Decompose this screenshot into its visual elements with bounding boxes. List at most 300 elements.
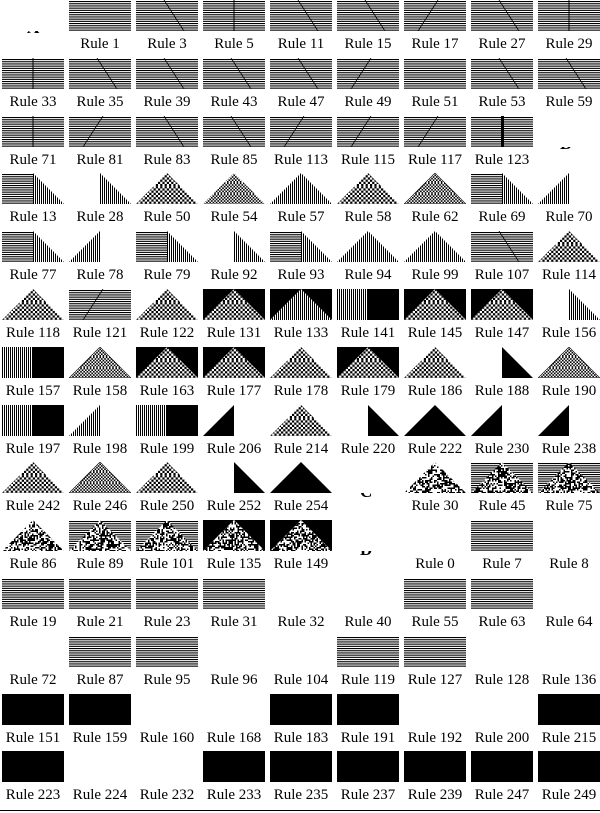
rule-cell [0,694,66,744]
rule-label: Rule 133 [273,325,329,341]
rule-cell [536,462,600,515]
rule-cell [134,58,200,108]
rule-pattern [69,58,131,89]
rule-cell [134,173,200,226]
rule-cell [469,462,535,515]
rule-cell [268,347,334,397]
rule-cell [268,0,334,50]
rule-cell [67,231,133,284]
rule-label: Rule 99 [411,267,459,284]
rule-pattern [337,347,399,378]
rule-label: Rule 190 [541,382,597,399]
rule-cell [402,116,468,166]
rule-cell [134,289,200,339]
rule-cell [536,751,600,804]
rule-cell [201,58,267,108]
rule-label: Rule 47 [277,93,325,110]
rule-label: Rule 81 [76,151,124,168]
rule-label: Rule 57 [277,209,325,226]
rule-cell [469,58,535,108]
rule-pattern [471,462,533,493]
rule-label: Rule 93 [277,267,325,284]
rule-label: Rule 107 [474,267,530,284]
rule-label: Rule 252 [206,498,262,515]
rule-label: Rule 224 [72,787,128,804]
rule-cell [0,405,66,455]
rule-cell [469,578,535,628]
rule-label: Rule 39 [143,93,191,110]
rule-pattern [538,578,600,609]
rule-cell [469,231,535,284]
rule-label: Rule 254 [273,498,329,515]
rule-pattern [69,694,131,725]
rule-label: Rule 33 [9,93,57,110]
rule-cell [201,173,267,226]
rule-label: Rule 232 [139,787,195,804]
rule-label: Rule 96 [210,671,258,688]
rule-label: Rule 77 [9,267,57,284]
rule-cell [268,520,334,573]
rule-pattern [69,520,131,551]
rule-label: Rule 92 [210,267,258,284]
rule-label: Rule 86 [9,556,57,573]
rule-cell [201,520,267,573]
rule-pattern [471,578,533,609]
rule-label: Rule 149 [273,556,329,573]
rule-pattern [136,694,198,725]
rule-pattern [337,58,399,89]
rule-label: Rule 45 [478,498,526,515]
rule-cell [0,231,66,284]
rule-label: Rule 136 [541,671,597,688]
rule-label: Rule 59 [545,93,593,110]
rule-pattern [404,231,466,262]
rule-pattern [69,751,131,782]
rule-label: Rule 179 [340,382,396,399]
rule-label: Rule 238 [541,440,597,457]
rule-pattern [136,289,198,320]
rule-pattern [203,751,265,782]
rule-cell [134,0,200,50]
rule-label: Rule 8 [549,556,589,573]
rule-label: Rule 235 [273,787,329,804]
rule-label: Rule 215 [541,729,597,746]
rule-pattern [471,0,533,31]
rule-cell [268,173,334,226]
rule-label: Rule 141 [340,325,396,341]
rule-cell [201,694,267,744]
rule-pattern [203,347,265,378]
rule-cell [402,578,468,628]
rule-label: Rule 3 [147,36,187,52]
rule-label: Rule 168 [206,729,262,746]
rule-label: Rule 237 [340,787,396,804]
rule-label: Rule 54 [210,209,258,226]
rule-cell [67,578,133,628]
rule-pattern [337,231,399,262]
rule-pattern [538,636,600,667]
rule-cell [201,636,267,686]
rule-pattern [538,58,600,89]
rule-pattern [538,520,600,551]
rule-cell [335,289,401,339]
rule-cell [335,751,401,804]
rule-pattern [69,0,131,31]
rule-label: Rule 104 [273,671,329,688]
rule-cell [134,751,200,804]
rule-cell [536,116,600,166]
rule-cell [0,520,66,573]
rule-pattern [69,462,131,493]
rule-cell [536,289,600,339]
rule-pattern [2,173,64,204]
rule-cell [201,231,267,284]
rule-label: Rule 160 [139,729,195,746]
rule-label: Rule 70 [545,209,593,226]
rule-pattern [404,0,466,31]
rule-label: Rule 246 [72,498,128,515]
rule-cell [134,405,200,455]
rule-pattern [203,116,265,147]
rule-cell [134,231,200,284]
rule-cell [0,751,66,804]
rule-label: Rule 220 [340,440,396,457]
rule-label: Rule 128 [474,671,530,688]
rule-label: Rule 250 [139,498,195,515]
rule-label: Rule 51 [411,93,459,110]
rule-label: Rule 117 [407,151,463,168]
rule-label: Rule 101 [139,556,195,573]
rule-label: Rule 72 [9,671,57,688]
rule-cell [469,289,535,339]
rule-pattern [69,116,131,147]
rule-pattern [404,694,466,725]
rule-pattern [136,58,198,89]
rule-pattern [136,520,198,551]
rule-cell [469,173,535,226]
rule-label: Rule 247 [474,787,530,804]
rule-cell [0,173,66,226]
rule-label: Rule 21 [76,614,124,630]
rule-cell [201,578,267,628]
rule-pattern [270,58,332,89]
rule-pattern [471,636,533,667]
rule-cell [134,520,200,573]
rule-label: Rule 0 [415,556,455,573]
rule-cell [67,636,133,686]
rule-pattern [2,231,64,262]
rule-label: Rule 177 [206,382,262,399]
rule-pattern [270,520,332,551]
rule-pattern [270,0,332,31]
rule-cell [268,751,334,804]
rule-cell [469,636,535,686]
rule-cell [469,0,535,50]
rule-pattern [203,0,265,31]
rule-cell [134,462,200,515]
rule-label: Rule 188 [474,382,530,399]
rule-cell [67,116,133,166]
rule-label: Rule 35 [76,93,124,110]
rule-cell [201,751,267,804]
rule-cell [402,636,468,686]
rule-pattern [2,58,64,89]
rule-cell [201,405,267,455]
rule-pattern [471,405,533,436]
rule-label: Rule 123 [474,151,530,168]
rule-cell [536,173,600,226]
rule-cell [201,347,267,397]
rule-cell [469,520,535,573]
rule-cell [134,347,200,397]
rule-label: Rule 1 [80,36,120,52]
rule-cell [536,694,600,744]
rule-label: Rule 87 [76,671,124,688]
rule-cell [335,694,401,744]
rule-pattern [203,289,265,320]
rule-pattern [337,0,399,31]
rule-pattern [2,751,64,782]
rule-label: Rule 71 [9,151,57,168]
rule-cell [402,347,468,397]
rule-label: Rule 85 [210,151,258,168]
rule-pattern [2,347,64,378]
rule-pattern [471,116,533,147]
rule-cell [469,116,535,166]
rule-pattern [136,751,198,782]
rule-pattern [471,347,533,378]
rule-cell [268,405,334,455]
rule-cell [0,578,66,628]
rule-label: Rule 23 [143,614,191,630]
rule-label: Rule 222 [407,440,463,457]
rule-cell [268,578,334,628]
rule-pattern [203,636,265,667]
rule-cell [402,0,468,50]
rule-cell [536,58,600,108]
rule-cell [335,116,401,166]
rule-label: Rule 58 [344,209,392,226]
rule-pattern [203,405,265,436]
rule-cell [268,116,334,166]
rule-label: Rule 197 [5,440,61,457]
rule-pattern [404,116,466,147]
rule-pattern [471,694,533,725]
rule-pattern [270,347,332,378]
rule-label: Rule 239 [407,787,463,804]
rule-pattern [270,694,332,725]
rule-cell [67,405,133,455]
rule-cell [536,231,600,284]
rule-pattern [471,58,533,89]
rule-pattern [69,231,131,262]
rule-pattern [203,520,265,551]
rule-pattern [69,636,131,667]
rule-cell [0,116,66,166]
rule-cell [134,636,200,686]
rule-pattern [203,231,265,262]
rule-label: Rule 186 [407,382,463,399]
rule-label: Rule 7 [482,556,522,573]
rule-pattern [270,751,332,782]
rule-cell [335,231,401,284]
rule-pattern [270,116,332,147]
rule-label: Rule 242 [5,498,61,515]
rule-cell [134,116,200,166]
rule-pattern [270,578,332,609]
rule-cell [0,289,66,339]
rule-pattern [337,405,399,436]
rule-cell [0,347,66,397]
bottom-divider [0,810,600,811]
rule-label: Rule 55 [411,614,459,630]
rule-pattern [404,578,466,609]
rule-label: Rule 145 [407,325,463,341]
rule-label: Rule 78 [76,267,124,284]
rule-label: Rule 62 [411,209,459,226]
rule-cell [469,694,535,744]
rule-pattern [270,231,332,262]
rule-label: Rule 64 [545,614,593,630]
rule-label: Rule 156 [541,325,597,341]
rule-label: Rule 75 [545,498,593,515]
rule-cell [67,462,133,515]
rule-label: Rule 198 [72,440,128,457]
rule-label: Rule 30 [411,498,459,515]
rule-cell [335,405,401,455]
rule-pattern [136,0,198,31]
rule-cell [335,347,401,397]
rule-cell [67,58,133,108]
rule-pattern [337,694,399,725]
rule-pattern [538,289,600,320]
rule-cell [0,636,66,686]
rule-pattern [270,636,332,667]
rule-label: Rule 131 [206,325,262,341]
rule-cell [402,520,468,573]
rule-pattern [203,173,265,204]
rule-pattern [404,289,466,320]
rule-cell [536,0,600,50]
rule-pattern [2,462,64,493]
rule-label: Rule 135 [206,556,262,573]
rule-cell [335,0,401,50]
rule-label: Rule 163 [139,382,195,399]
rule-label: Rule 115 [340,151,396,168]
rule-cell [67,694,133,744]
rule-label: Rule 94 [344,267,392,284]
rule-cell [268,462,334,515]
rule-label: Rule 5 [214,36,254,52]
rule-pattern [404,636,466,667]
rule-pattern [136,578,198,609]
rule-label: Rule 19 [9,614,57,630]
rule-pattern [270,289,332,320]
rule-pattern [337,520,399,551]
rule-pattern [136,173,198,204]
rule-pattern [136,231,198,262]
rule-pattern [136,636,198,667]
rule-cell [201,462,267,515]
rule-pattern [69,405,131,436]
rule-pattern [270,462,332,493]
rule-cell [536,405,600,455]
rule-pattern [2,289,64,320]
rule-pattern [337,173,399,204]
rule-label: Rule 200 [474,729,530,746]
rule-label: Rule 89 [76,556,124,573]
rule-pattern [203,462,265,493]
rule-cell [67,751,133,804]
rule-pattern [538,462,600,493]
rule-cell [335,173,401,226]
rule-pattern [69,173,131,204]
rule-label: Rule 158 [72,382,128,399]
rule-cell [201,116,267,166]
rule-pattern [471,751,533,782]
rule-cell [402,751,468,804]
rule-cell [402,462,468,515]
rule-pattern [337,578,399,609]
rule-label: Rule 27 [478,36,526,52]
rule-label: Rule 199 [139,440,195,457]
rule-pattern [538,116,600,147]
rule-pattern [2,636,64,667]
rule-cell [0,0,66,50]
rule-cell [402,58,468,108]
rule-pattern [2,0,64,31]
rule-label: Rule 113 [273,151,329,168]
rule-pattern [69,347,131,378]
rule-pattern [471,289,533,320]
rule-label: Rule 230 [474,440,530,457]
rule-label: Rule 223 [5,787,61,804]
rule-pattern [69,289,131,320]
rule-pattern [471,173,533,204]
rule-cell [536,578,600,628]
rule-pattern [337,751,399,782]
rule-pattern [203,58,265,89]
rule-cell [67,0,133,50]
rule-label: Rule 11 [277,36,325,52]
rule-pattern [538,694,600,725]
rule-pattern [538,347,600,378]
rule-cell [67,289,133,339]
rule-cell [536,636,600,686]
rule-label: Rule 32 [277,614,325,630]
rule-cell [402,289,468,339]
rule-label: Rule 15 [344,36,392,52]
rule-cell [268,636,334,686]
rule-label: Rule 50 [143,209,191,226]
rule-pattern [404,347,466,378]
rule-label: Rule 151 [5,729,61,746]
rule-cell [268,289,334,339]
rule-label: Rule 40 [344,614,392,630]
rule-label: Rule 121 [72,325,128,341]
rule-pattern [471,231,533,262]
rule-label: Rule 31 [210,614,258,630]
rule-label: Rule 119 [340,671,396,688]
rule-label: Rule 17 [411,36,459,52]
rule-pattern [136,462,198,493]
rule-cell [268,694,334,744]
rule-pattern [337,289,399,320]
rule-cell [268,231,334,284]
rule-pattern [538,231,600,262]
rule-pattern [538,405,600,436]
rule-label: Rule 192 [407,729,463,746]
